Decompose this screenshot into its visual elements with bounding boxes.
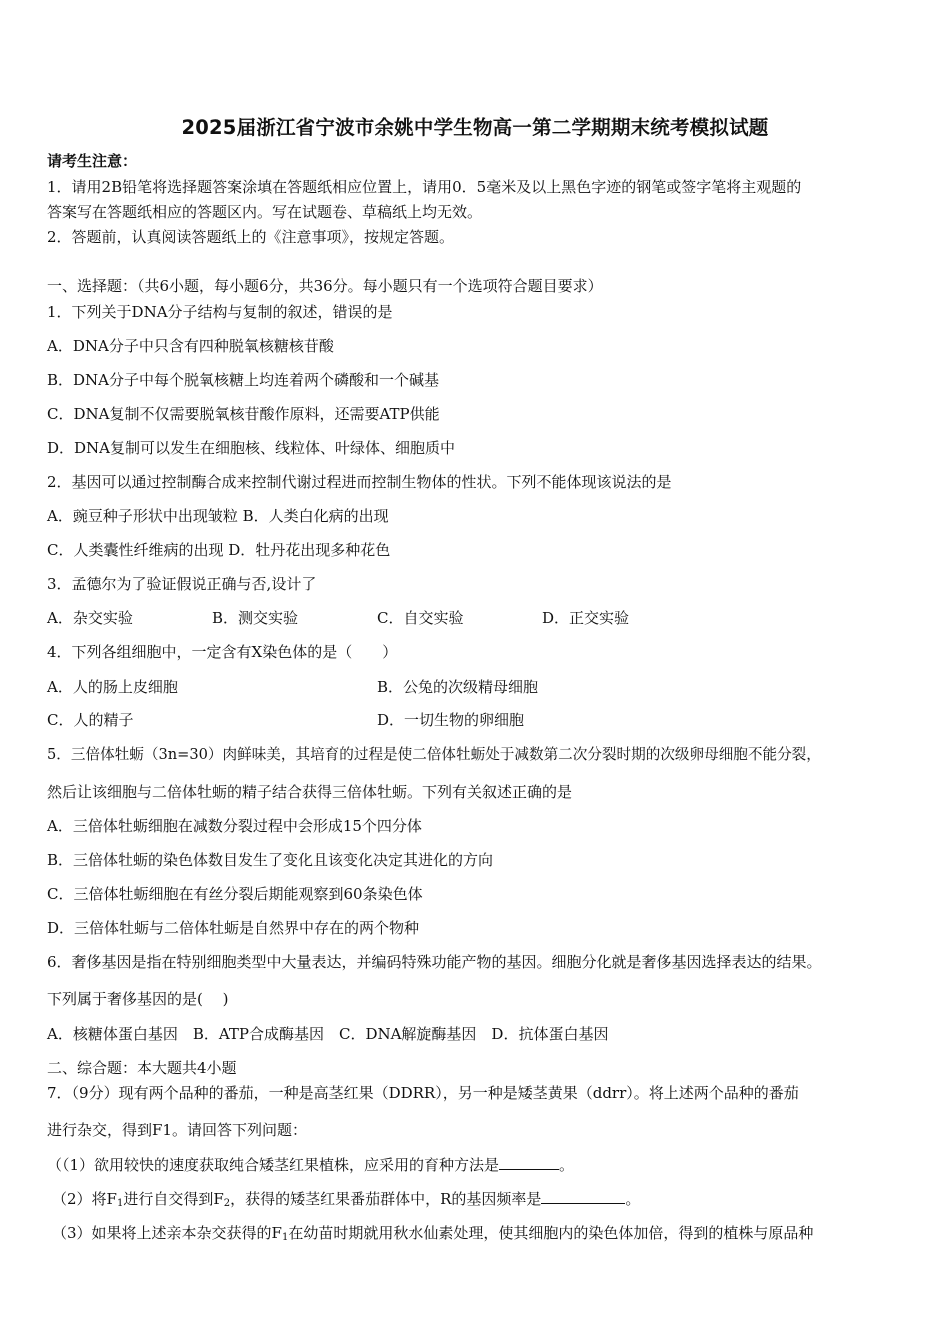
notice-heading: 请考生注意： <box>47 152 138 170</box>
question-3-option-c: C．自交实验 <box>377 609 464 627</box>
subscript-2: 2 <box>223 1198 231 1209</box>
question-1-option-b: B．DNA分子中每个脱氧核糖上均连着两个磷酸和一个碱基 <box>47 371 440 389</box>
answer-blank-2[interactable] <box>541 1189 625 1204</box>
question-7-part-1 <box>47 1155 574 1175</box>
question-5-stem-line-2: 然后让该细胞与二倍体牡蛎的精子结合获得三倍体牡蛎。下列有关叙述正确的是 <box>47 783 573 801</box>
question-7-stem-line-1: 7．（9分）现有两个品种的番茄，一种是高茎红果（DDRR），另一种是矮茎黄果（ddrr）。将上述两个品种的番茄 <box>47 1084 799 1102</box>
question-4-option-c: C．人的精子 <box>47 711 134 729</box>
question-6-stem-line-1: 6．奢侈基因是指在特别细胞类型中大量表达，并编码特殊功能产物的基因。细胞分化就是奢侈基因选择表达的结果。 <box>47 953 822 971</box>
question-3-option-b: B．测交实验 <box>212 609 299 627</box>
question-7-part-2-prefix: （2）将F <box>52 1190 117 1208</box>
question-3-stem: 3．孟德尔为了验证假说正确与否,设计了 <box>47 575 317 593</box>
question-6-stem-line-2: 下列属于奢侈基因的是( ) <box>47 990 229 1008</box>
section-1-heading: 一、选择题：（共6小题，每小题6分，共36分。每小题只有一个选项符合题目要求） <box>47 277 603 295</box>
question-7-part-2 <box>52 1189 640 1209</box>
question-2-stem: 2．基因可以通过控制酶合成来控制代谢过程进而控制生物体的性状。下列不能体现该说法的是 <box>47 473 672 491</box>
question-5-option-c: C．三倍体牡蛎细胞在有丝分裂后期能观察到60条染色体 <box>47 885 423 903</box>
question-2-options-cd: C．人类囊性纤维病的出现 D．牡丹花出现多种花色 <box>47 541 391 559</box>
question-5-option-d: D．三倍体牡蛎与二倍体牡蛎是自然界中存在的两个物种 <box>47 919 420 937</box>
question-1-option-c: C．DNA复制不仅需要脱氧核苷酸作原料，还需要ATP供能 <box>47 405 440 423</box>
page-title: 2025届浙江省宁波市余姚中学生物高一第二学期期末统考模拟试题 <box>181 116 769 139</box>
question-4-option-a: A．人的肠上皮细胞 <box>47 678 178 696</box>
question-5-option-b: B．三倍体牡蛎的染色体数目发生了变化且该变化决定其进化的方向 <box>47 851 494 869</box>
subscript-3: 1 <box>281 1232 289 1243</box>
question-4-option-d: D．一切生物的卵细胞 <box>377 711 525 729</box>
question-2-options-ab: A．豌豆种子形状中出现皱粒 B．人类白化病的出现 <box>47 507 389 525</box>
notice-line-2: 答案写在答题纸相应的答题区内。写在试题卷、草稿纸上均无效。 <box>47 203 483 221</box>
question-7-stem-line-2: 进行杂交，得到F1。请回答下列问题： <box>47 1121 307 1139</box>
question-4-option-b: B．公兔的次级精母细胞 <box>377 678 539 696</box>
question-6-options: A．核糖体蛋白基因 B．ATP合成酶基因 C．DNA解旋酶基因 D．抗体蛋白基因 <box>47 1025 609 1043</box>
notice-line-1: 1．请用2B铅笔将选择题答案涂填在答题纸相应位置上，请用0．5毫米及以上黑色字迹的钢笔或签字笔将主观题的 <box>47 178 802 196</box>
question-1-option-a: A．DNA分子中只含有四种脱氧核糖核苷酸 <box>47 337 334 355</box>
section-2-heading: 二、综合题：本大题共4小题 <box>47 1059 237 1077</box>
question-3-option-d: D．正交实验 <box>542 609 630 627</box>
question-7-part-2-mid: 进行自交得到F <box>123 1190 224 1208</box>
subscript-1: 1 <box>116 1198 124 1209</box>
notice-line-3: 2．答题前，认真阅读答题纸上的《注意事项》，按规定答题。 <box>47 228 455 246</box>
question-7-part-1-end: 。 <box>559 1156 575 1174</box>
question-7-part-3-prefix: （3）如果将上述亲本杂交获得的F <box>52 1224 282 1242</box>
question-5-option-a: A．三倍体牡蛎细胞在减数分裂过程中会形成15个四分体 <box>47 817 422 835</box>
question-7-part-3-text: 在幼苗时期就用秋水仙素处理，使其细胞内的染色体加倍，得到的植株与原品种 <box>288 1224 814 1242</box>
question-4-stem: 4．下列各组细胞中，一定含有X染色体的是（ ） <box>47 643 398 661</box>
question-1-option-d: D．DNA复制可以发生在细胞核、线粒体、叶绿体、细胞质中 <box>47 439 456 457</box>
question-5-stem-line-1: 5．三倍体牡蛎（3n=30）肉鲜味美，其培育的过程是使二倍体牡蛎处于减数第二次分裂时期的次级卵母细胞不能分裂， <box>47 746 821 763</box>
question-7-part-1-text: （（1）欲用较快的速度获取纯合矮茎红果植株，应采用的育种方法是 <box>47 1156 500 1174</box>
question-1-stem: 1．下列关于DNA分子结构与复制的叙述，错误的是 <box>47 303 393 321</box>
answer-blank-1[interactable] <box>499 1155 559 1170</box>
question-3-option-a: A．杂交实验 <box>47 609 133 627</box>
question-7-part-3 <box>52 1223 813 1243</box>
question-7-part-2-text: ，获得的矮茎红果番茄群体中，R的基因频率是 <box>230 1190 542 1208</box>
question-7-part-2-end: 。 <box>625 1190 641 1208</box>
